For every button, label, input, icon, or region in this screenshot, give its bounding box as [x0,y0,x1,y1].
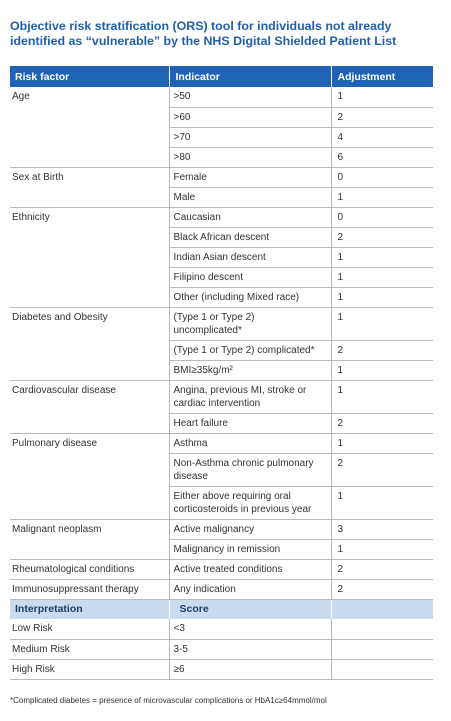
risk-factor-age: Age [10,87,169,167]
table-row [10,87,433,107]
indicator-cell: (Type 1 or Type 2) complicated* [169,340,331,360]
adjustment-cell: 1 [331,307,433,340]
indicator-cell: Other (including Mixed race) [169,287,331,307]
risk-factor-pulmonary: Pulmonary disease [10,433,169,519]
adjustment-cell: 0 [331,207,433,227]
score-cell: 3-5 [169,639,331,659]
indicator-cell: >60 [169,107,331,127]
score-cell: <3 [169,619,331,639]
indicator-cell: Caucasian [169,207,331,227]
indicator-cell: Either above requiring oral corticosteroids in previous year [169,486,331,519]
indicator-cell: >70 [169,127,331,147]
header-score: Score [169,599,331,619]
page-title: Objective risk stratification (ORS) tool for individuals not already identified as “vulnerable” by the NHS Digital Shielded Patient List [10,19,397,48]
interpretation-label: High Risk [10,659,169,679]
empty-cell [331,639,433,659]
risk-factor-cardiovascular: Cardiovascular disease [10,380,169,433]
adjustment-cell: 0 [331,167,433,187]
table-row [10,519,433,539]
footnote: *Complicated diabetes = presence of microvascular complications or HbA1c≥64mmol/mol [10,696,327,705]
indicator-cell: (Type 1 or Type 2) uncomplicated* [169,307,331,340]
adjustment-cell: 2 [331,579,433,599]
adjustment-cell: 1 [331,187,433,207]
indicator-cell: Heart failure [169,413,331,433]
header-risk-factor: Risk factor [10,66,169,87]
score-cell: ≥6 [169,659,331,679]
risk-factor-immunosuppressant: Immunosuppressant therapy [10,579,169,599]
adjustment-cell: 1 [331,486,433,519]
indicator-cell: Asthma [169,433,331,453]
table-row [10,639,433,659]
adjustment-cell: 1 [331,539,433,559]
indicator-cell: Non-Asthma chronic pulmonary disease [169,453,331,486]
table-row [10,380,433,413]
table-row [10,659,433,679]
risk-factor-rheumatological: Rheumatological conditions [10,559,169,579]
adjustment-cell: 2 [331,227,433,247]
risk-factor-malignant: Malignant neoplasm [10,519,169,559]
indicator-cell: Female [169,167,331,187]
indicator-cell: Angina, previous MI, stroke or cardiac intervention [169,380,331,413]
risk-factor-sex: Sex at Birth [10,167,169,207]
indicator-cell: Active malignancy [169,519,331,539]
adjustment-cell: 3 [331,519,433,539]
risk-factor-diabetes: Diabetes and Obesity [10,307,169,380]
empty-cell [331,619,433,639]
adjustment-cell: 1 [331,360,433,380]
risk-factor-ethnicity: Ethnicity [10,207,169,307]
indicator-cell: >50 [169,87,331,107]
table-row [10,307,433,340]
adjustment-cell: 4 [331,127,433,147]
adjustment-cell: 2 [331,340,433,360]
adjustment-cell: 1 [331,247,433,267]
table-row [10,579,433,599]
interpretation-label: Medium Risk [10,639,169,659]
table-row [10,559,433,579]
indicator-cell: Black African descent [169,227,331,247]
adjustment-cell: 1 [331,267,433,287]
adjustment-cell: 2 [331,413,433,433]
adjustment-cell: 1 [331,380,433,413]
adjustment-cell: 2 [331,559,433,579]
ors-table [10,66,433,680]
header-indicator: Indicator [169,66,331,87]
indicator-cell: BMI≥35kg/m² [169,360,331,380]
indicator-cell: Malignancy in remission [169,539,331,559]
indicator-cell: Filipino descent [169,267,331,287]
header-blank [331,599,433,619]
table-row [10,619,433,639]
adjustment-cell: 6 [331,147,433,167]
empty-cell [331,659,433,679]
header-interpretation: Interpretation [10,599,169,619]
adjustment-cell: 1 [331,287,433,307]
table-row [10,433,433,453]
adjustment-cell: 1 [331,433,433,453]
indicator-cell: Any indication [169,579,331,599]
adjustment-cell: 2 [331,453,433,486]
adjustment-cell: 1 [331,87,433,107]
indicator-cell: >80 [169,147,331,167]
table-row [10,207,433,227]
indicator-cell: Indian Asian descent [169,247,331,267]
table-row [10,167,433,187]
indicator-cell: Male [169,187,331,207]
indicator-cell: Active treated conditions [169,559,331,579]
interpretation-header-row [10,599,433,619]
adjustment-cell: 2 [331,107,433,127]
interpretation-label: Low Risk [10,619,169,639]
header-adjustment: Adjustment [331,66,433,87]
